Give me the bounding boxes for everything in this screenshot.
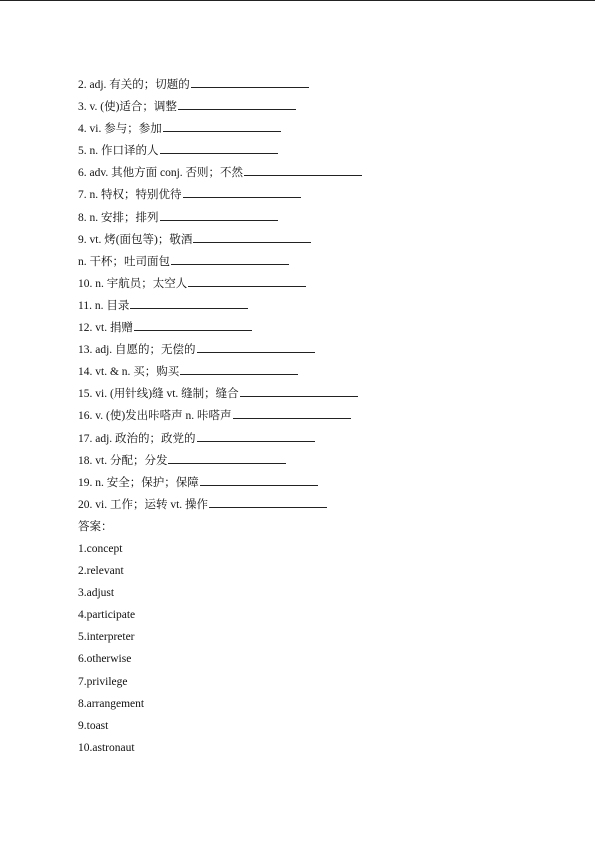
question-9: 9. vt. 烤(面包等)；敬酒 xyxy=(78,229,548,251)
answer-blank[interactable] xyxy=(160,208,278,221)
answer-blank[interactable] xyxy=(168,451,286,464)
answer-blank[interactable] xyxy=(163,119,281,132)
answer-blank[interactable] xyxy=(209,495,327,508)
answer-blank[interactable] xyxy=(178,97,296,110)
answer-3: 3.adjust xyxy=(78,587,115,600)
worksheet-content xyxy=(78,74,548,759)
question-13: 13. adj. 自愿的；无偿的 xyxy=(78,339,548,361)
question-17: 17. adj. 政治的；政党的 xyxy=(78,428,548,450)
question-11: 11. n. 目录 xyxy=(78,295,548,317)
answer-10: 10.astronaut xyxy=(78,741,135,754)
answer-blank[interactable] xyxy=(200,473,318,486)
answer-blank[interactable] xyxy=(171,252,289,265)
question-2: 2. adj. 有关的；切题的 xyxy=(78,74,548,96)
question-19: 19. n. 安全；保护；保障 xyxy=(78,472,548,494)
answer-9: 9.toast xyxy=(78,719,109,732)
answer-1: 1.concept xyxy=(78,542,123,555)
question-18: 18. vt. 分配；分发 xyxy=(78,450,548,472)
answer-blank[interactable] xyxy=(134,318,252,331)
answer-7: 7.privilege xyxy=(78,675,128,688)
answer-blank[interactable] xyxy=(193,230,311,243)
answer-blank[interactable] xyxy=(233,406,351,419)
answer-blank[interactable] xyxy=(130,296,248,309)
answer-blank[interactable] xyxy=(188,274,306,287)
answer-blank[interactable] xyxy=(240,384,358,397)
question-8: 8. n. 安排；排列 xyxy=(78,207,548,229)
answer-blank[interactable] xyxy=(160,141,278,154)
answer-6: 6.otherwise xyxy=(78,653,132,666)
page-top-rule xyxy=(0,0,595,1)
question-16: 16. v. (使)发出咔嗒声 n. 咔嗒声 xyxy=(78,405,548,427)
question-20: 20. vi. 工作；运转 vt. 操作 xyxy=(78,494,548,516)
answers-heading: 答案： xyxy=(78,520,113,533)
answer-2: 2.relevant xyxy=(78,565,124,578)
answer-blank[interactable] xyxy=(244,163,362,176)
question-9b: n. 干杯；吐司面包 xyxy=(78,251,548,273)
answer-4: 4.participate xyxy=(78,609,136,622)
question-12: 12. vt. 捐赠 xyxy=(78,317,548,339)
answer-blank[interactable] xyxy=(197,340,315,353)
question-7: 7. n. 特权；特别优待 xyxy=(78,184,548,206)
question-5: 5. n. 作口译的人 xyxy=(78,140,548,162)
question-6: 6. adv. 其他方面 conj. 否则；不然 xyxy=(78,162,548,184)
question-15: 15. vi. (用针线)缝 vt. 缝制；缝合 xyxy=(78,383,548,405)
answer-blank[interactable] xyxy=(183,185,301,198)
answer-blank[interactable] xyxy=(191,75,309,88)
question-14: 14. vt. & n. 买；购买 xyxy=(78,361,548,383)
answer-blank[interactable] xyxy=(197,429,315,442)
answer-blank[interactable] xyxy=(180,362,298,375)
question-10: 10. n. 宇航员；太空人 xyxy=(78,273,548,295)
answer-8: 8.arrangement xyxy=(78,697,145,710)
question-4: 4. vi. 参与；参加 xyxy=(78,118,548,140)
answer-5: 5.interpreter xyxy=(78,631,135,644)
question-3: 3. v. (使)适合；调整 xyxy=(78,96,548,118)
